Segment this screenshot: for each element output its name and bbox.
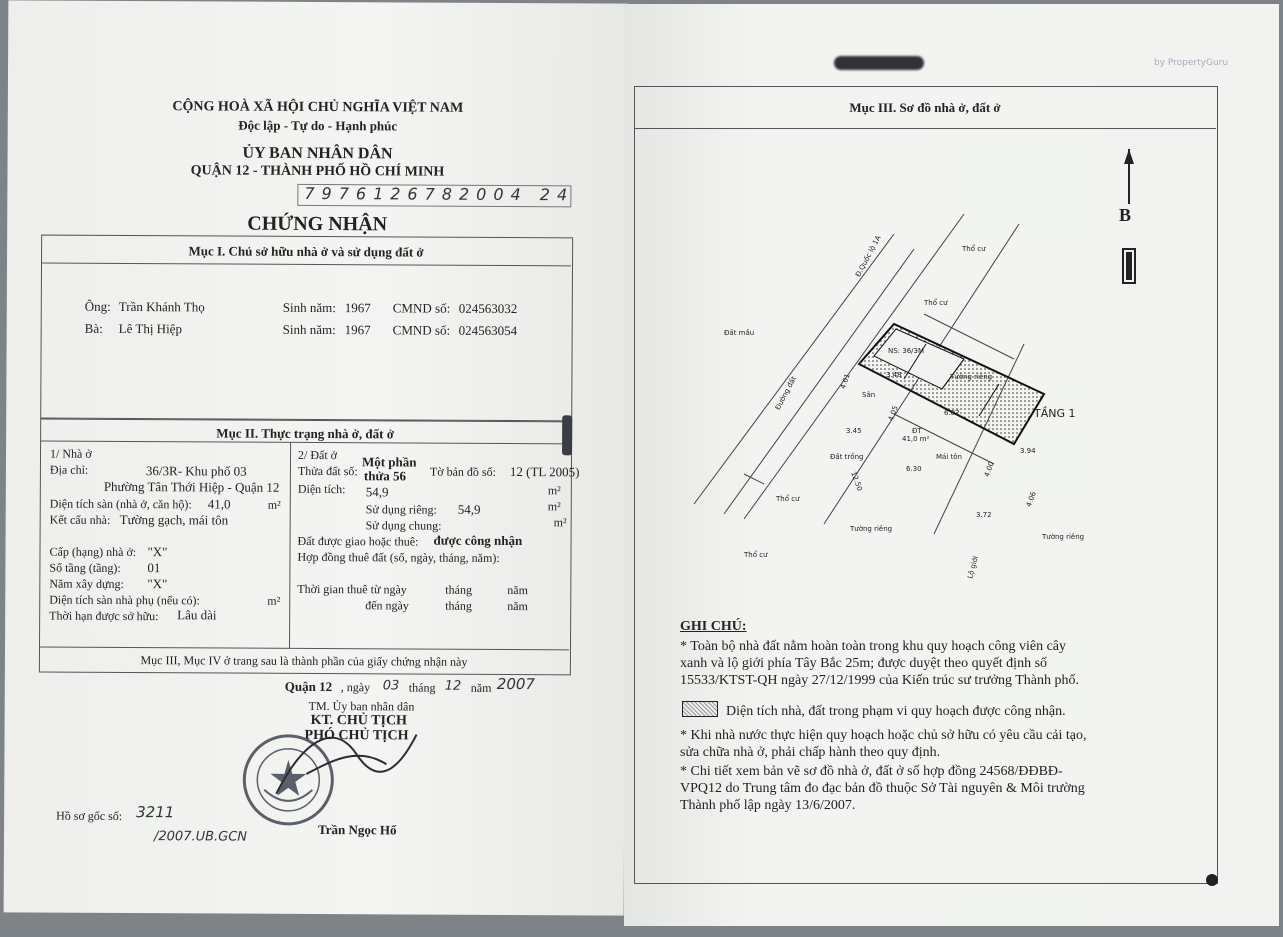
- land-area-unit: m²: [547, 483, 561, 498]
- year-built-label: Năm xây dựng:: [49, 576, 124, 591]
- dim-4: 3.94: [1020, 447, 1036, 455]
- grade-label: Cấp (hạng) nhà ở:: [49, 544, 137, 560]
- private-wall-label-3: Tường riêng: [1042, 533, 1085, 541]
- lot-area: 41,0 m²: [902, 435, 930, 443]
- structure-label: Kết cấu nhà:: [49, 512, 111, 527]
- land-area: 54,9: [365, 484, 389, 500]
- notes-title: GHI CHÚ:: [680, 619, 747, 634]
- floors: 01: [147, 560, 161, 576]
- lease-to-label: đến ngày: [365, 598, 409, 613]
- open-land-label: Đất trống: [830, 453, 864, 461]
- house-heading: 1/ Nhà ở: [49, 446, 92, 461]
- binding-hole: [1206, 874, 1218, 886]
- sign-org: TM. Ủy ban nhân dân: [308, 698, 415, 714]
- lease-from-year-label: năm: [507, 583, 529, 598]
- private-wall-label-1: Tường riêng: [950, 373, 993, 381]
- private-use-label: Sử dụng riêng:: [365, 502, 437, 517]
- yard-label: Sân: [862, 391, 876, 399]
- country-name: CỘNG HOÀ XÃ HỘI CHỦ NGHĨA VIỆT NAM: [172, 99, 464, 116]
- watermark: by PropertyGuru: [1154, 58, 1229, 68]
- sign-day: 03: [382, 678, 400, 694]
- private-use-unit: m²: [547, 499, 561, 514]
- dim-5: 4.06: [1024, 490, 1038, 509]
- owner2-prefix: Bà:: [84, 320, 103, 336]
- section2-title: Mục II. Thực trạng nhà ở, đất ở: [216, 425, 394, 442]
- residence-label-2: Thổ cư: [924, 299, 948, 307]
- grade: "X": [147, 544, 168, 560]
- owner2-birth-label: Sinh năm:: [282, 321, 336, 338]
- district-name: QUẬN 12 - THÀNH PHỐ HỒ CHÍ MINH: [190, 163, 445, 180]
- dim-10: 4.05: [886, 404, 900, 423]
- owner2-id-label: CMND số:: [392, 322, 451, 338]
- ink-smudge: [834, 56, 924, 70]
- certificate-title: CHỨNG NHẬN: [247, 212, 388, 236]
- note-1: * Toàn bộ nhà đất nằm hoàn toàn trong khu quy hoạch công viên cây xanh và lộ giới phía Tây Bắc 25m; được duyệt theo quyết định số 15533/KTST-QH ngày 27/12/1999 của Kiến trúc sư trưởng Thành phố.: [680, 639, 1079, 688]
- serial-number: 7976126782004 24: [304, 183, 575, 205]
- owner1-birth-label: Sinh năm:: [282, 299, 336, 316]
- serial-box: [297, 183, 575, 207]
- sign-month: 12: [444, 678, 462, 694]
- section3-title: Mục III. Sơ đồ nhà ở, đất ở: [849, 100, 1001, 115]
- owner1-name: Trần Khánh Thọ: [118, 298, 205, 315]
- dim-8: 12.50: [849, 470, 864, 493]
- legend-text: Diện tích nhà, đất trong phạm vi quy hoạch được công nhận.: [726, 704, 1066, 719]
- floor-label: TẦNG 1: [1034, 407, 1076, 420]
- lease-from-label: Thời gian thuê từ ngày: [297, 581, 407, 597]
- dim-1: 4.01: [838, 372, 852, 391]
- parcel-bottom: thửa 56: [363, 468, 407, 484]
- owner2-birth: 1967: [344, 322, 371, 338]
- signature-scribble: [266, 714, 437, 815]
- right-page: [624, 4, 1279, 926]
- file-number: 3211: [136, 803, 175, 822]
- residence-label-1: Thổ cư: [962, 245, 986, 253]
- term: Lâu dài: [177, 607, 217, 623]
- sign-year: 2007: [496, 674, 536, 694]
- legend-swatch: [682, 701, 718, 717]
- dim-2: 3.48: [886, 371, 902, 379]
- north-label: B: [1119, 205, 1132, 225]
- note-2: * Khi nhà nước thực hiện quy hoạch hoặc chủ sở hữu có yêu cầu cải tạo, sửa chữa nhà ở, phải chấp hành theo quy định.: [680, 728, 1087, 760]
- sign-role2: PHÓ CHỦ TỊCH: [304, 727, 409, 744]
- sign-role1: KT. CHỦ TỊCH: [310, 712, 408, 729]
- motto: Độc lập - Tự do - Hạnh phúc: [238, 117, 398, 134]
- owner1-birth: 1967: [344, 300, 371, 316]
- sign-year-label: năm: [470, 680, 492, 695]
- address-label: Địa chỉ:: [49, 462, 89, 477]
- land-area-label: Diện tích:: [297, 481, 346, 497]
- owner2-name: Lê Thị Hiệp: [118, 320, 183, 337]
- land-heading: 2/ Đất ở: [297, 447, 338, 463]
- floors-label: Số tầng (tầng):: [49, 560, 121, 575]
- year-built: "X": [147, 576, 168, 592]
- dim-11: 4.00: [982, 460, 996, 479]
- private-wall-label-2: Tường riêng: [850, 525, 893, 533]
- highway-label: Đ.Quốc lộ 1A: [854, 234, 883, 279]
- lease-to-year-label: năm: [507, 599, 528, 614]
- aux-area-label: Diện tích sàn nhà phụ (nếu có):: [49, 592, 200, 608]
- floor-area-label: Diện tích sàn (nhà ở, căn hộ):: [49, 496, 192, 512]
- roof-label: Mái tôn: [936, 453, 962, 461]
- common-use-label: Sử dụng chung:: [365, 518, 442, 533]
- dim-7: 6.30: [906, 465, 922, 473]
- house-number: NS: 36/3M: [888, 347, 925, 355]
- dim-9: 3.45: [846, 427, 862, 435]
- sign-month-label: tháng: [408, 680, 436, 695]
- lease-to-month-label: tháng: [445, 598, 472, 613]
- owner1-id-label: CMND số:: [392, 300, 451, 316]
- address-line1: 36/3R- Khu phố 03: [145, 463, 247, 479]
- map-sheet-label: Tờ bản đồ số:: [429, 464, 496, 479]
- sign-day-label: , ngày: [340, 680, 371, 695]
- section2-footer: Mục III, Mục IV ở trang sau là thành phần của giấy chứng nhận này: [140, 653, 468, 669]
- term-label: Thời hạn được sở hữu:: [49, 608, 159, 624]
- lease-from-month-label: tháng: [445, 582, 473, 597]
- floor-area: 41,0: [207, 496, 231, 512]
- dim-3: 6.82: [944, 409, 960, 417]
- floor-area-unit: m²: [267, 497, 281, 512]
- residence-label-4: Thổ cư: [744, 551, 768, 559]
- map-sheet: 12 (TL 2005): [509, 464, 580, 480]
- lot-label: ĐT: [912, 427, 922, 435]
- binding-clip: [562, 415, 572, 455]
- common-use-unit: m²: [553, 515, 567, 530]
- vacant-land-label: Đất mầu: [724, 329, 755, 337]
- owner1-id: 024563032: [458, 300, 518, 317]
- aux-area-unit: m²: [267, 593, 281, 608]
- road-label: Đường đất: [773, 375, 799, 412]
- signer-name: Trần Ngọc Hổ: [318, 822, 397, 838]
- owner2-id: 024563054: [458, 322, 518, 339]
- allocated: được công nhận: [433, 532, 523, 549]
- address-line2: Phường Tân Thới Hiệp - Quận 12: [103, 478, 280, 495]
- file-label: Hồ sơ gốc số:: [56, 808, 123, 823]
- file-suffix: /2007.UB.GCN: [153, 829, 248, 845]
- allocated-label: Đất được giao hoặc thuê:: [297, 533, 419, 549]
- alley-label: Lộ giới: [966, 555, 980, 580]
- parcel-top: Một phần: [361, 454, 417, 470]
- sign-place: Quận 12: [284, 678, 333, 695]
- residence-label-3: Thổ cư: [776, 495, 800, 503]
- section1-title: Mục I. Chủ sở hữu nhà ở và sử dụng đất ở: [188, 243, 424, 260]
- structure: Tường gạch, mái tôn: [119, 511, 229, 528]
- left-page: [4, 0, 629, 915]
- committee-name: ỦY BAN NHÂN DÂN: [242, 144, 393, 163]
- parcel-label: Thửa đất số:: [297, 463, 358, 479]
- dim-6: 3.72: [976, 511, 992, 519]
- owner1-prefix: Ông:: [84, 298, 111, 314]
- lease-label: Hợp đồng thuê đất (số, ngày, tháng, năm):: [297, 549, 500, 565]
- note-3: * Chi tiết xem bản vẽ sơ đồ nhà ở, đất ở số hợp đồng 24568/ĐĐBĐ-VPQ12 do Trung tâm đo đạc bản đồ thuộc Sở Tài nguyên & Môi trường Thành phố lập ngày 13/6/2007.: [680, 764, 1085, 813]
- private-use: 54,9: [457, 501, 481, 517]
